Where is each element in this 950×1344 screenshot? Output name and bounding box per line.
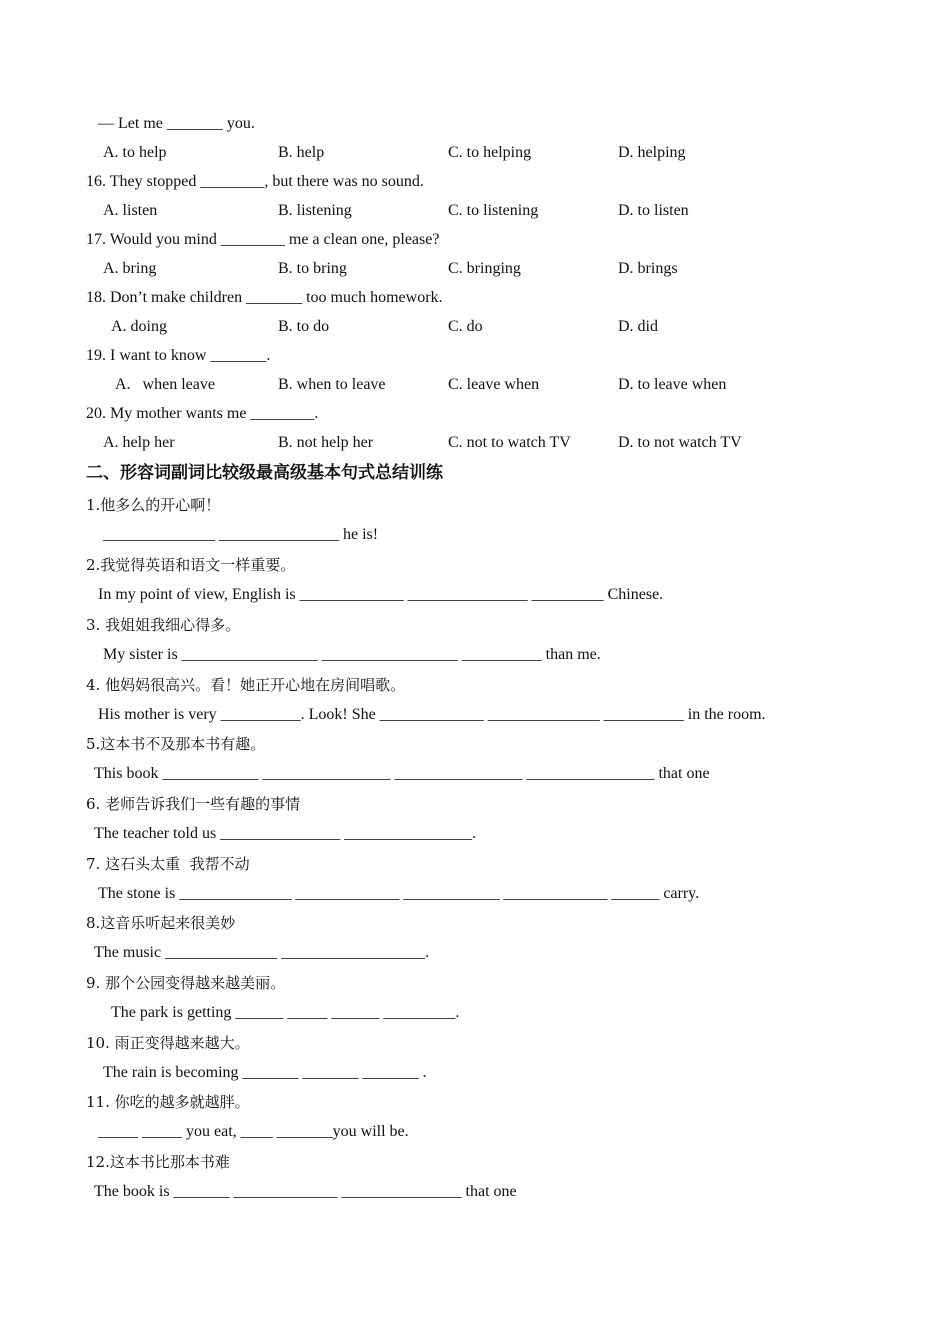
q15-option-c: C. to helping <box>448 144 532 161</box>
item-1-chinese: 1.他多么的开心啊！ <box>86 496 221 514</box>
q17-option-d: D. brings <box>618 260 678 277</box>
item-6-english: The teacher told us _______________ ________________. <box>94 825 477 842</box>
question-17: 17. Would you mind ________ me a clean one, please? <box>86 231 440 248</box>
q19-option-a: A. when leave <box>115 376 215 393</box>
q18-option-c: C. do <box>448 318 483 335</box>
q17-option-b: B. to bring <box>278 260 347 277</box>
item-9-english: The park is getting ______ _____ ______ _________. <box>111 1004 460 1021</box>
item-7-english: The stone is ______________ _____________ ____________ _____________ ______ carry. <box>98 885 700 902</box>
item-12-english: The book is _______ _____________ _______________ that one <box>94 1183 517 1200</box>
item-1-english: ______________ _______________ he is! <box>103 526 379 543</box>
item-11-english: _____ _____ you eat, ____ _______you will be. <box>98 1123 409 1140</box>
item-4-chinese: 4. 他妈妈很高兴。看！她正开心地在房间唱歌。 <box>86 676 406 694</box>
q20-option-b: B. not help her <box>278 434 374 451</box>
item-2-english: In my point of view, English is _____________ _______________ _________ Chinese. <box>98 586 664 603</box>
question-19: 19. I want to know _______. <box>86 347 271 364</box>
q19-option-d: D. to leave when <box>618 376 727 393</box>
question-18: 18. Don’t make children _______ too much homework. <box>86 289 443 306</box>
item-8-chinese: 8.这音乐听起来很美妙 <box>86 914 236 932</box>
item-4-english: His mother is very __________. Look! She _____________ ______________ __________ in the room. <box>98 706 766 723</box>
q16-option-d: D. to listen <box>618 202 689 219</box>
q15-option-d: D. helping <box>618 144 686 161</box>
item-3-chinese: 3. 我姐姐我细心得多。 <box>86 616 241 634</box>
question-20: 20. My mother wants me ________. <box>86 405 319 422</box>
item-5-english: This book ____________ ________________ ________________ ________________ that one <box>94 765 710 782</box>
q19-option-b: B. when to leave <box>278 376 386 393</box>
q17-option-a: A. bring <box>103 260 157 277</box>
question-15-tail: — Let me _______ you. <box>98 115 255 132</box>
item-3-english: My sister is _________________ _________________ __________ than me. <box>103 646 601 663</box>
item-7-chinese: 7. 这石头太重 我帮不动 <box>86 855 250 873</box>
item-10-english: The rain is becoming _______ _______ _______ . <box>103 1064 427 1081</box>
q20-option-d: D. to not watch TV <box>618 434 742 451</box>
q18-option-d: D. did <box>618 318 658 335</box>
section-heading: 二、形容词副词比较级最高级基本句式总结训练 <box>86 463 443 483</box>
q18-option-a: A. doing <box>111 318 167 335</box>
q20-option-a: A. help her <box>103 434 175 451</box>
item-11-chinese: 11. 你吃的越多就越胖。 <box>86 1093 250 1111</box>
item-6-chinese: 6. 老师告诉我们一些有趣的事情 <box>86 795 301 813</box>
item-10-chinese: 10. 雨正变得越来越大。 <box>86 1034 250 1052</box>
q16-option-c: C. to listening <box>448 202 539 219</box>
q15-option-b: B. help <box>278 144 325 161</box>
question-16: 16. They stopped ________, but there was no sound. <box>86 173 424 190</box>
q16-option-a: A. listen <box>103 202 158 219</box>
item-12-chinese: 12.这本书比那本书难 <box>86 1153 230 1171</box>
item-5-chinese: 5.这本书不及那本书有趣。 <box>86 735 266 753</box>
item-9-chinese: 9. 那个公园变得越来越美丽。 <box>86 974 286 992</box>
item-2-chinese: 2.我觉得英语和语文一样重要。 <box>86 556 296 574</box>
q16-option-b: B. listening <box>278 202 352 219</box>
item-8-english: The music ______________ __________________. <box>94 944 430 961</box>
q18-option-b: B. to do <box>278 318 330 335</box>
q20-option-c: C. not to watch TV <box>448 434 571 451</box>
q15-option-a: A. to help <box>103 144 167 161</box>
q17-option-c: C. bringing <box>448 260 521 277</box>
q19-option-c: C. leave when <box>448 376 540 393</box>
